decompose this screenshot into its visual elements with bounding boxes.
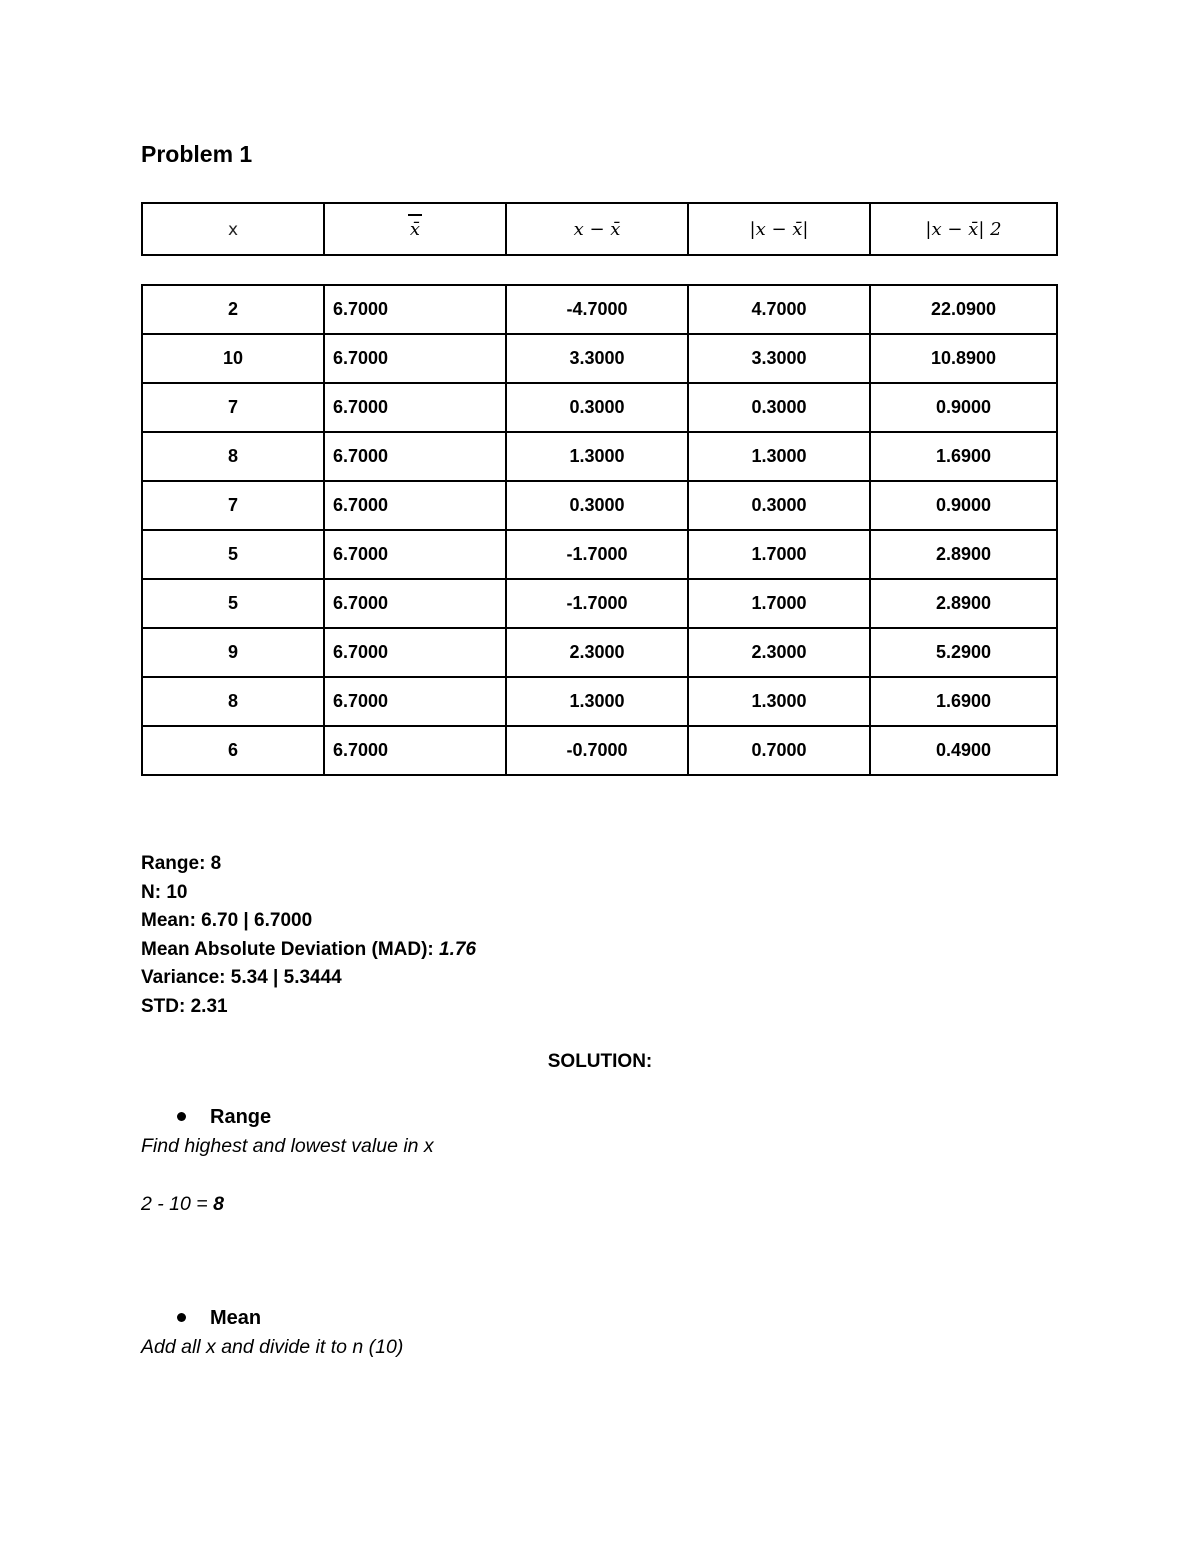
table-row bbox=[142, 677, 1057, 726]
cell-abs-deviation: 1.3000 bbox=[688, 432, 870, 481]
cell-abs-deviation: 0.3000 bbox=[688, 481, 870, 530]
cell-abs-deviation: 3.3000 bbox=[688, 334, 870, 383]
header-abs-deviation-label: |x − x̄| bbox=[749, 218, 809, 240]
cell-x: 10 bbox=[142, 334, 324, 383]
cell-x: 7 bbox=[142, 383, 324, 432]
cell-deviation: 3.3000 bbox=[506, 334, 688, 383]
cell-mean: 6.7000 bbox=[324, 726, 506, 775]
cell-squared-deviation: 1.6900 bbox=[870, 432, 1057, 481]
table-row bbox=[142, 579, 1057, 628]
cell-x: 8 bbox=[142, 677, 324, 726]
cell-squared-deviation: 2.8900 bbox=[870, 530, 1057, 579]
bullet-mean-title: Mean bbox=[210, 1307, 262, 1329]
bullet-dot-icon bbox=[177, 1313, 186, 1322]
header-mean-label: x̄ bbox=[409, 218, 421, 240]
cell-deviation: -1.7000 bbox=[506, 579, 688, 628]
cell-deviation: 0.3000 bbox=[506, 383, 688, 432]
cell-mean: 6.7000 bbox=[324, 383, 506, 432]
cell-squared-deviation: 0.9000 bbox=[870, 481, 1057, 530]
range-calculation bbox=[141, 1193, 224, 1216]
table-row bbox=[142, 285, 1057, 334]
header-abs-deviation bbox=[688, 203, 870, 255]
header-deviation-label: x − x̄ bbox=[573, 218, 621, 240]
cell-deviation: 1.3000 bbox=[506, 677, 688, 726]
summary-block bbox=[141, 850, 476, 1022]
mean-description: Add all x and divide it to n (10) bbox=[141, 1336, 404, 1358]
header-squared-deviation bbox=[870, 203, 1057, 255]
cell-squared-deviation: 5.2900 bbox=[870, 628, 1057, 677]
cell-abs-deviation: 1.7000 bbox=[688, 530, 870, 579]
cell-x: 7 bbox=[142, 481, 324, 530]
cell-x: 9 bbox=[142, 628, 324, 677]
table-row bbox=[142, 334, 1057, 383]
cell-mean: 6.7000 bbox=[324, 628, 506, 677]
range-calc-result: 8 bbox=[213, 1193, 224, 1215]
page-title: Problem 1 bbox=[141, 141, 253, 167]
summary-variance: Variance: 5.34 | 5.3444 bbox=[141, 967, 342, 989]
header-mean bbox=[324, 203, 506, 255]
cell-x: 8 bbox=[142, 432, 324, 481]
cell-mean: 6.7000 bbox=[324, 481, 506, 530]
cell-mean: 6.7000 bbox=[324, 530, 506, 579]
cell-deviation: 1.3000 bbox=[506, 432, 688, 481]
header-squared-deviation-label: |x − x̄| 2 bbox=[925, 218, 1002, 240]
summary-mean: Mean: 6.70 | 6.7000 bbox=[141, 910, 313, 932]
cell-x: 5 bbox=[142, 530, 324, 579]
cell-mean: 6.7000 bbox=[324, 579, 506, 628]
table-row bbox=[142, 628, 1057, 677]
cell-abs-deviation: 0.3000 bbox=[688, 383, 870, 432]
header-row bbox=[142, 203, 1057, 255]
cell-abs-deviation: 1.7000 bbox=[688, 579, 870, 628]
cell-squared-deviation: 10.8900 bbox=[870, 334, 1057, 383]
bullet-mean bbox=[177, 1307, 261, 1330]
table-row bbox=[142, 530, 1057, 579]
header-table bbox=[141, 202, 1058, 256]
cell-mean: 6.7000 bbox=[324, 285, 506, 334]
cell-deviation: -1.7000 bbox=[506, 530, 688, 579]
range-description: Find highest and lowest value in x bbox=[141, 1135, 434, 1157]
summary-n: N: 10 bbox=[141, 881, 188, 903]
summary-mad bbox=[141, 936, 476, 965]
summary-range: Range: 8 bbox=[141, 853, 222, 874]
cell-mean: 6.7000 bbox=[324, 334, 506, 383]
cell-deviation: -0.7000 bbox=[506, 726, 688, 775]
cell-squared-deviation: 0.4900 bbox=[870, 726, 1057, 775]
data-table bbox=[141, 284, 1058, 776]
header-x-label: x bbox=[227, 219, 239, 240]
summary-std: STD: 2.31 bbox=[141, 995, 228, 1017]
table-row bbox=[142, 726, 1057, 775]
cell-abs-deviation: 1.3000 bbox=[688, 677, 870, 726]
bullet-range bbox=[177, 1106, 271, 1129]
cell-x: 2 bbox=[142, 285, 324, 334]
solution-heading: SOLUTION: bbox=[547, 1051, 653, 1072]
cell-x: 6 bbox=[142, 726, 324, 775]
cell-squared-deviation: 1.6900 bbox=[870, 677, 1057, 726]
summary-mad-label: Mean Absolute Deviation (MAD): bbox=[141, 938, 440, 960]
cell-squared-deviation: 0.9000 bbox=[870, 383, 1057, 432]
bullet-range-title: Range bbox=[210, 1106, 272, 1128]
cell-mean: 6.7000 bbox=[324, 677, 506, 726]
table-row bbox=[142, 481, 1057, 530]
cell-x: 5 bbox=[142, 579, 324, 628]
cell-abs-deviation: 0.7000 bbox=[688, 726, 870, 775]
cell-squared-deviation: 2.8900 bbox=[870, 579, 1057, 628]
cell-squared-deviation: 22.0900 bbox=[870, 285, 1057, 334]
cell-deviation: 2.3000 bbox=[506, 628, 688, 677]
header-x bbox=[142, 203, 324, 255]
cell-abs-deviation: 2.3000 bbox=[688, 628, 870, 677]
summary-mad-value: 1.76 bbox=[439, 938, 477, 960]
cell-mean: 6.7000 bbox=[324, 432, 506, 481]
cell-deviation: -4.7000 bbox=[506, 285, 688, 334]
header-deviation bbox=[506, 203, 688, 255]
range-calc-text: 2 - 10 = bbox=[141, 1193, 214, 1215]
table-row bbox=[142, 432, 1057, 481]
table-row bbox=[142, 383, 1057, 432]
cell-deviation: 0.3000 bbox=[506, 481, 688, 530]
cell-abs-deviation: 4.7000 bbox=[688, 285, 870, 334]
data-table-body bbox=[142, 285, 1057, 775]
bullet-dot-icon bbox=[177, 1112, 186, 1121]
